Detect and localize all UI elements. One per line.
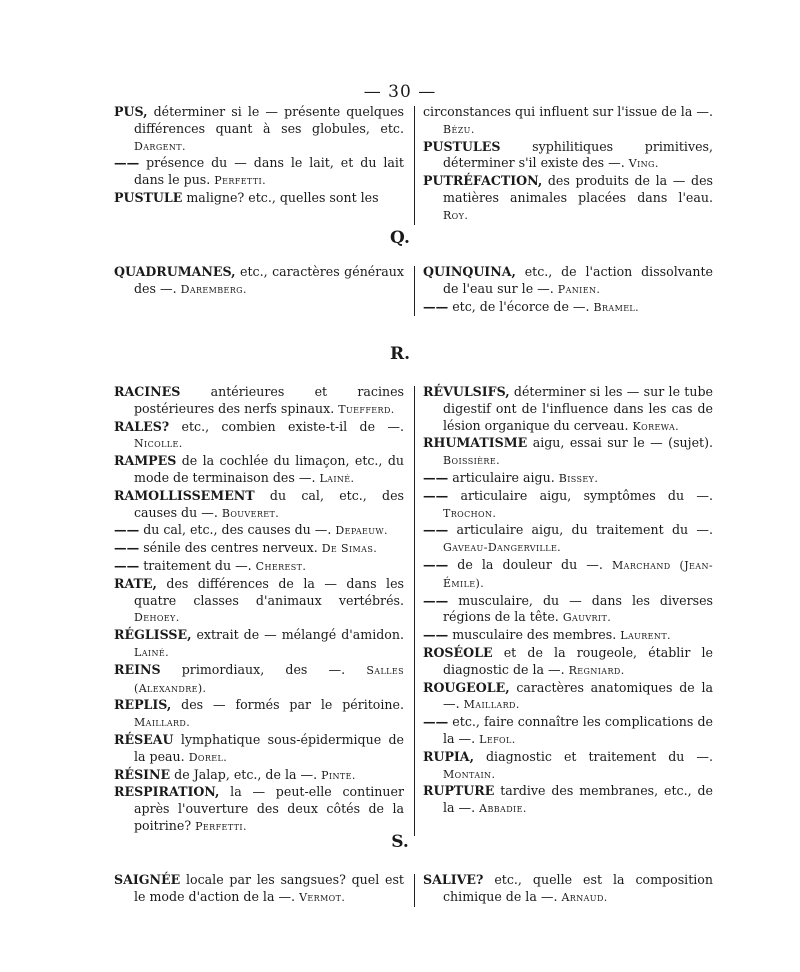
entry-headword: REINS [114, 661, 161, 677]
entry-headword: RATE, [114, 575, 157, 591]
entry-author: Montain. [443, 767, 496, 781]
entry-headword: —— [423, 556, 449, 572]
entry-text: sénile des centres nerveux. [139, 540, 322, 556]
entry-headword: QUADRUMANES, [114, 264, 236, 279]
section-letter-s: S. [391, 832, 409, 852]
left-column [114, 872, 404, 907]
left-column [114, 384, 404, 836]
index-entry [423, 680, 713, 715]
entry-text: des produits de la — des matières animales placées dans l'eau. [443, 173, 713, 205]
entry-text: etc., quelle est la composition chimique de la —. [443, 872, 713, 904]
index-entry [114, 419, 404, 454]
left-column [114, 104, 404, 225]
index-entry [114, 384, 404, 419]
entry-text: etc., de l'action dissolvante de l'eau sur le —. [443, 264, 713, 296]
entry-author: Depaeuw. [335, 524, 388, 538]
entry-headword: —— [423, 627, 449, 643]
index-entry [114, 732, 404, 767]
entry-text: la — peut-elle continuer après l'ouverture des deux côtés de la poitrine? [134, 784, 404, 833]
entry-headword: RESPIRATION, [114, 784, 220, 800]
entry-author: Ving. [628, 157, 659, 171]
right-column [423, 264, 713, 316]
entry-author: Bézu. [443, 122, 475, 136]
entry-headword: RAMOLLISSEMENT [114, 487, 255, 503]
index-entry [423, 435, 713, 470]
index-entry [114, 872, 404, 907]
entry-headword: RHUMATISME [423, 435, 528, 451]
section-s [0, 872, 800, 907]
entry-author: Dehoey. [134, 611, 180, 625]
entry-author: Perfetti. [195, 819, 247, 833]
index-entry [114, 190, 404, 208]
index-entry [114, 627, 404, 662]
entry-author: Daremberg. [180, 282, 247, 296]
entry-author: Bouveret. [221, 506, 280, 520]
entry-headword: —— [114, 155, 140, 171]
index-entry [423, 645, 713, 680]
entry-author: Regniard. [568, 663, 625, 677]
entry-text: du cal, etc., des causes du —. [134, 487, 404, 520]
entry-headword: PUS, [114, 104, 148, 119]
entry-headword: RALES? [114, 418, 170, 434]
entry-text: etc, de l'écorce de —. [448, 298, 594, 314]
entry-headword: SAIGNÉE [114, 872, 181, 887]
entry-author: Cherest. [255, 559, 307, 573]
entry-headword: —— [423, 298, 449, 314]
entry-headword: QUINQUINA, [423, 264, 516, 279]
index-entry [423, 384, 713, 435]
entry-headword: —— [423, 469, 449, 485]
column-divider [414, 386, 415, 836]
entry-text: des — formés par le péritoine. [171, 697, 404, 713]
index-entry [114, 522, 404, 540]
entry-author: Maillard. [463, 698, 520, 712]
entry-author: Panien. [557, 282, 601, 296]
entry-text: des différences de la — dans les quatre classes d'animaux vertébrés. [134, 575, 404, 608]
entry-headword: PUSTULES [423, 138, 501, 154]
entry-text: de Jalap, etc., de la —. [170, 766, 322, 782]
index-entry [114, 558, 404, 576]
entry-headword: SALIVE? [423, 872, 484, 887]
entry-headword: RUPTURE [423, 783, 495, 799]
entry-text: de la cochlée du limaçon, etc., du mode de terminaison des —. [134, 453, 404, 485]
entry-headword: —— [423, 714, 449, 730]
entry-headword: REPLIS, [114, 697, 172, 713]
right-column [423, 104, 713, 225]
entry-author: Vermot. [299, 890, 346, 904]
entry-headword: ROUGEOLE, [423, 679, 510, 695]
entry-author: Dorel. [188, 750, 228, 764]
entry-author: Gaveau-Dangerville. [443, 541, 562, 555]
entry-author: Pinte. [321, 768, 356, 782]
index-entry [423, 749, 713, 784]
entry-author: Roy. [443, 208, 469, 222]
section-q [0, 264, 800, 316]
entry-text: diagnostic et traitement du —. [473, 748, 713, 764]
entry-text: musculaire des membres. [448, 627, 621, 643]
entry-headword: —— [423, 592, 449, 608]
entry-text: locale par les sangsues? quel est le mode d'action de la —. [134, 872, 404, 904]
index-entry [114, 540, 404, 558]
entry-author: Laurent. [620, 629, 671, 643]
entry-author: Lefol. [479, 732, 516, 746]
entry-author: Bissey. [558, 471, 599, 485]
index-entry [423, 470, 713, 488]
entry-author: Abbadie. [479, 802, 527, 816]
index-entry [423, 522, 713, 557]
column-divider [414, 874, 415, 907]
entry-author: Arnaud. [561, 890, 608, 904]
entry-headword: —— [114, 557, 140, 573]
entry-author: Trochon. [443, 506, 497, 520]
index-entry [423, 104, 713, 139]
section-p [0, 104, 800, 225]
index-entry [423, 299, 713, 317]
index-entry [114, 784, 404, 835]
entry-text: articulaire aigu. [448, 469, 559, 485]
entry-text: etc., faire connaître les complications de la —. [443, 714, 713, 746]
entry-headword: RUPIA, [423, 748, 474, 764]
entry-author: Lainé. [319, 471, 355, 485]
entry-text: musculaire, du — dans les diverses régions de la tête. [443, 592, 713, 625]
index-entry [114, 264, 404, 299]
entry-text: primordiaux, des —. [160, 661, 367, 677]
entry-text: lymphatique sous-épidermique de la peau. [134, 731, 404, 764]
entry-headword: —— [114, 522, 140, 538]
index-entry [423, 714, 713, 749]
entry-headword: RÉSINE [114, 766, 171, 782]
index-entry [423, 557, 713, 593]
entry-text: etc., caractères généraux des —. [134, 264, 404, 296]
entry-text: aigu, essai sur le — (sujet). [527, 435, 713, 451]
entry-author: Marchand (Jean-Émile). [443, 558, 713, 590]
page-number: — 30 — [363, 82, 437, 102]
entry-text: articulaire aigu, symptômes du —. [448, 487, 713, 503]
index-entry [423, 264, 713, 299]
entry-headword: —— [423, 522, 449, 538]
entry-text: déterminer si les — sur le tube digestif ont de l'influence dans les cas de lésion organique du cerveau. [443, 384, 713, 433]
index-entry [423, 173, 713, 224]
entry-headword: RACINES [114, 384, 181, 399]
column-divider [414, 266, 415, 316]
entry-headword: PUSTULE [114, 189, 183, 205]
entry-author: Nicolle. [134, 437, 183, 451]
entry-author: De Simas. [321, 542, 378, 556]
entry-text: syphilitiques primitives, déterminer s'il existe des —. [443, 138, 713, 171]
entry-text: circonstances qui influent sur l'issue de la —. [423, 104, 713, 119]
entry-text: antérieures et racines postérieures des nerfs spinaux. [134, 384, 404, 416]
index-entry [423, 627, 713, 645]
entry-author: Salles (Alexandre). [134, 663, 404, 695]
entry-author: Tuefferd. [338, 402, 395, 416]
entry-text: caractères anatomiques de la —. [443, 679, 713, 712]
entry-text: maligne? etc., quelles sont les [182, 189, 379, 205]
entry-text: et de la rougeole, établir le diagnostic de la —. [443, 644, 713, 677]
entry-text: du cal, etc., des causes du —. [139, 522, 336, 538]
index-entry [423, 593, 713, 628]
index-entry [114, 767, 404, 785]
right-column [423, 872, 713, 907]
entry-text: déterminer si le — présente quelques différences quant à ses globules, etc. [134, 104, 404, 136]
entry-author: Boissière. [443, 454, 500, 468]
entry-headword: RÉSEAU [114, 731, 174, 747]
column-divider [414, 106, 415, 225]
index-entry [114, 576, 404, 627]
entry-text: articulaire aigu, du traitement du —. [448, 522, 713, 538]
entry-text: présence du — dans le lait, et du lait dans le pus. [134, 155, 404, 188]
entry-headword: PUTRÉFACTION, [423, 173, 543, 189]
entry-headword: RÉGLISSE, [114, 627, 192, 643]
section-letter-q: Q. [390, 228, 410, 248]
entry-headword: —— [423, 487, 449, 503]
index-entry [114, 104, 404, 155]
entry-text: extrait de — mélangé d'amidon. [191, 627, 404, 643]
entry-headword: —— [114, 540, 140, 556]
entry-headword: RÉVULSIFS, [423, 384, 510, 399]
index-entry [114, 488, 404, 523]
entry-author: Dargent. [134, 139, 186, 153]
entry-text: etc., combien existe-t-il de —. [169, 418, 404, 434]
entry-text: de la douleur du —. [448, 556, 612, 572]
entry-author: Gauvrit. [562, 611, 612, 625]
entry-author: Bramel. [593, 300, 640, 314]
entry-author: Maillard. [134, 716, 191, 730]
entry-text: traitement du —. [139, 557, 256, 573]
entry-author: Lainé. [134, 645, 169, 659]
index-entry [114, 662, 404, 698]
entry-text: tardive des membranes, etc., de la —. [443, 783, 713, 816]
entry-headword: ROSÉOLE [423, 644, 493, 660]
index-entry [114, 697, 404, 732]
index-entry [423, 488, 713, 523]
entry-author: Korewa. [632, 419, 680, 433]
index-entry [423, 783, 713, 818]
index-entry [423, 139, 713, 174]
section-r [0, 384, 800, 836]
entry-author: Perfetti. [214, 174, 267, 188]
right-column [423, 384, 713, 836]
entry-headword: RAMPES [114, 453, 177, 469]
left-column [114, 264, 404, 316]
index-entry [423, 872, 713, 907]
section-letter-r: R. [389, 344, 411, 364]
index-entry [114, 155, 404, 190]
index-entry [114, 453, 404, 488]
